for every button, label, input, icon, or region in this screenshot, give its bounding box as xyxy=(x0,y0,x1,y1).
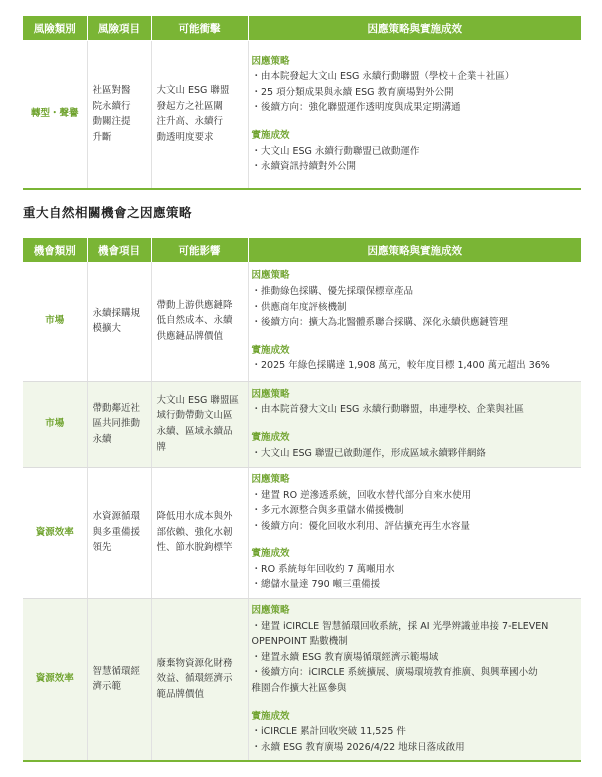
result-line: ・大文山 ESG 聯盟已啟動運作，形成區域永續夥伴網絡 xyxy=(251,447,486,459)
strategy-title: 因應策略 xyxy=(251,55,290,67)
header-possible-effect: 可能影響 xyxy=(151,238,248,262)
strategy-line: ・後續方向：強化聯盟運作透明度與成果定期溝通 xyxy=(251,102,461,114)
result-line: ・大文山 ESG 永續行動聯盟已啟動運作 xyxy=(251,145,420,157)
table-row xyxy=(23,262,581,381)
risk-table-header xyxy=(23,16,581,41)
strategy-line: 稚園合作擴大社區參與 xyxy=(251,683,347,695)
result-title: 實施成效 xyxy=(251,548,290,560)
strategy-line: ・由本院發起大文山 ESG 永續行動聯盟（學校＋企業＋社區） xyxy=(251,71,515,83)
header-opportunity-category: 機會類別 xyxy=(23,238,87,262)
opportunity-item: 水資源循環 與多重備援 領先 xyxy=(87,467,151,598)
table-row xyxy=(23,41,581,189)
opportunity-item: 帶動鄰近社 區共同推動 永續 xyxy=(87,381,151,467)
risk-item: 社區對醫 院永續行 動關注提 升斷 xyxy=(87,41,151,189)
strategy-line: ・25 項分類成果與永續 ESG 教育廣場對外公開 xyxy=(251,86,454,98)
result-line: ・2025 年綠色採購達 1,908 萬元，較年度目標 1,400 萬元超出 36% xyxy=(251,360,550,372)
possible-effect: 廢棄物資源化財務 效益、循環經濟示 範品牌價值 xyxy=(151,598,248,761)
strategy-line: ・後續方向：優化回收水利用、評估擴充再生水容量 xyxy=(251,520,471,532)
strategy-line: ・建置永續 ESG 教育廣場循環經濟示範場域 xyxy=(251,651,439,663)
header-strategy: 因應策略與實施成效 xyxy=(248,238,581,262)
strategy-line: ・由本院首發大文山 ESG 永續行動聯盟，串連學校、企業與社區 xyxy=(251,404,524,416)
possible-impact: 大文山 ESG 聯盟 發起方之社區關 注升高、永續行 動透明度要求 xyxy=(151,41,248,189)
table-row xyxy=(23,598,581,761)
result-line: ・RO 系統每年回收約 7 萬噸用水 xyxy=(251,563,395,575)
result-title: 實施成效 xyxy=(251,344,290,356)
header-risk-item: 風險項目 xyxy=(87,16,151,41)
strategy-line: ・供應商年度評核機制 xyxy=(251,301,347,313)
strategy-cell xyxy=(248,41,581,189)
table-row xyxy=(23,381,581,467)
opportunity-category: 資源效率 xyxy=(23,598,87,761)
opportunity-table xyxy=(23,238,581,762)
result-title: 實施成效 xyxy=(251,130,290,142)
risk-table xyxy=(23,16,581,190)
strategy-line: OPENPOINT 點數機制 xyxy=(251,636,348,648)
section-heading: 重大自然相關機會之因應策略 xyxy=(23,205,193,220)
strategy-cell xyxy=(248,467,581,598)
header-possible-impact: 可能衝擊 xyxy=(151,16,248,41)
possible-effect: 大文山 ESG 聯盟區 域行動帶動文山區 永續、區域永續品 牌 xyxy=(151,381,248,467)
strategy-title: 因應策略 xyxy=(251,388,290,400)
possible-effect: 降低用水成本與外 部依賴、強化水韌 性、節水脫鉤標竿 xyxy=(151,467,248,598)
result-line: ・總儲水量達 790 噸三重備援 xyxy=(251,579,381,591)
header-strategy: 因應策略與實施成效 xyxy=(248,16,581,41)
strategy-line: ・建置 iCIRCLE 智慧循環回收系統，採 AI 光學辨識並串接 7-ELEVEN xyxy=(251,620,549,632)
result-line: ・永續 ESG 教育廣場 2026/4/22 地球日落成啟用 xyxy=(251,741,465,753)
strategy-line: ・後續方向：擴大為北醫體系聯合採購、深化永續供應鏈管理 xyxy=(251,317,509,329)
strategy-title: 因應策略 xyxy=(251,473,290,485)
strategy-line: ・多元水源整合與多重儲水備援機制 xyxy=(251,505,404,517)
header-risk-category: 風險類別 xyxy=(23,16,87,41)
result-line: ・永續資訊持續對外公開 xyxy=(251,161,357,173)
strategy-line: ・建置 RO 逆滲透系統，回收水替代部分自來水使用 xyxy=(251,489,472,501)
strategy-cell xyxy=(248,381,581,467)
result-title: 實施成效 xyxy=(251,432,290,443)
opportunity-category: 市場 xyxy=(23,381,87,467)
possible-effect: 帶動上游供應鏈降 低自然成本、永續 供應鏈品牌價值 xyxy=(151,262,248,381)
risk-category: 轉型・聲譽 xyxy=(23,41,87,189)
table-row xyxy=(23,467,581,598)
header-opportunity-item: 機會項目 xyxy=(87,238,151,262)
strategy-line: ・後續方向：iCIRCLE 系統擴展、廣場環境教育推廣、與興華國小幼 xyxy=(251,667,538,679)
opportunity-table-header xyxy=(23,238,581,262)
strategy-title: 因應策略 xyxy=(251,270,290,282)
result-title: 實施成效 xyxy=(251,710,290,722)
strategy-cell xyxy=(248,598,581,761)
result-line: ・iCIRCLE 累計回收突破 11,525 件 xyxy=(251,726,406,738)
opportunity-category: 市場 xyxy=(23,262,87,381)
strategy-title: 因應策略 xyxy=(251,605,290,617)
opportunity-item: 永續採購規 模擴大 xyxy=(87,262,151,381)
opportunity-category: 資源效率 xyxy=(23,467,87,598)
strategy-cell xyxy=(248,262,581,381)
opportunity-item: 智慧循環經 濟示範 xyxy=(87,598,151,761)
strategy-line: ・推動綠色採購、優先採環保標章產品 xyxy=(251,286,414,298)
